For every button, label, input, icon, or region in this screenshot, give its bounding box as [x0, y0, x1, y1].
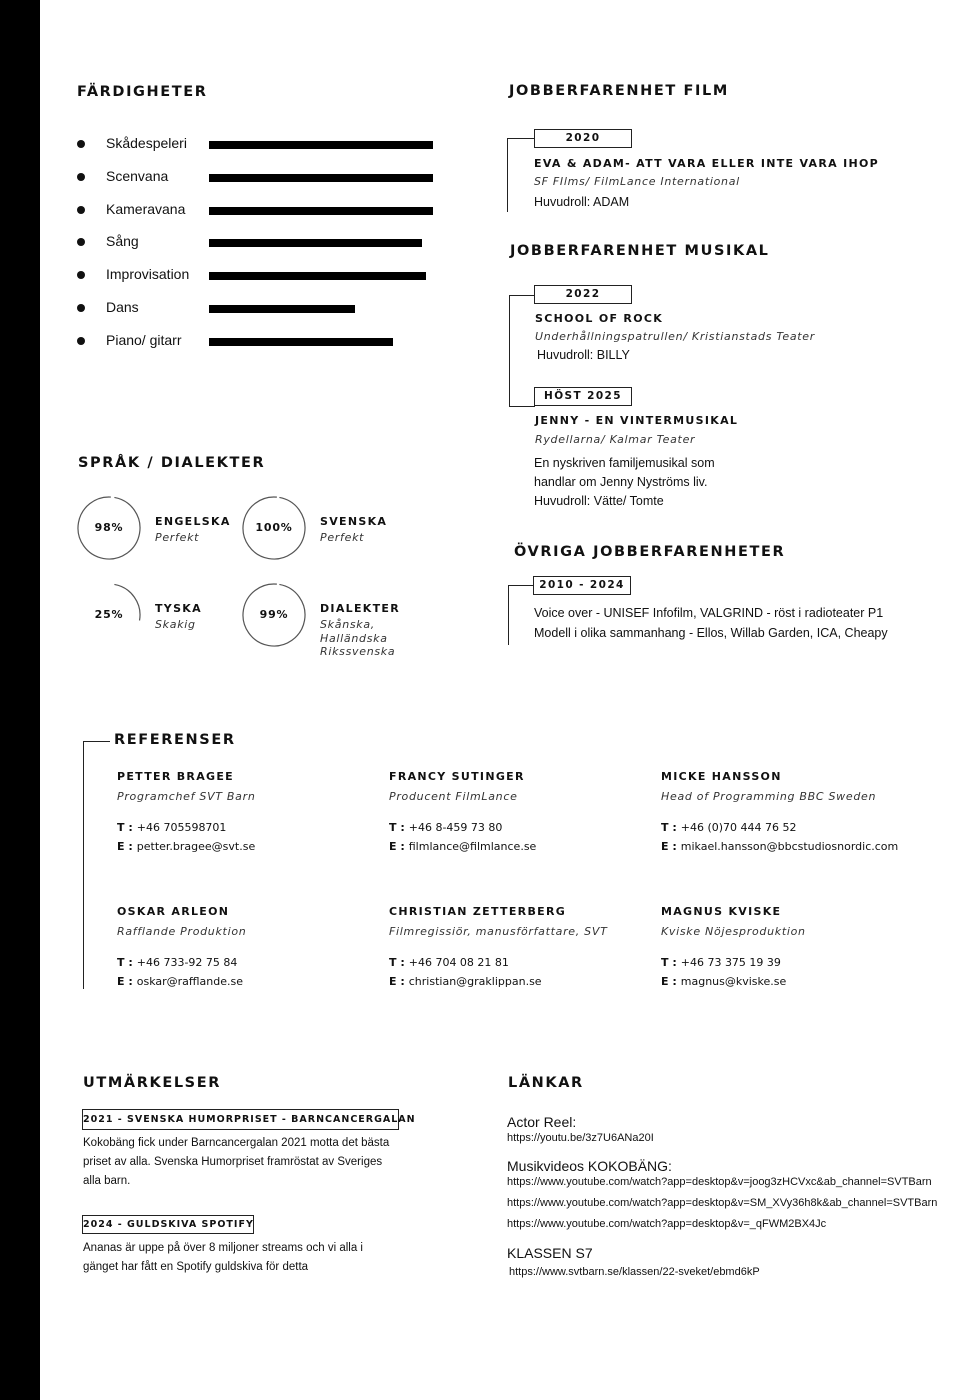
language-level: Halländska	[320, 631, 388, 645]
reference-phone[interactable]: +46 705598701	[136, 821, 227, 834]
reference-phone[interactable]: +46 704 08 21 81	[408, 956, 509, 969]
award-line: Ananas är uppe på över 8 miljoner streams och vi alla i	[83, 1242, 363, 1254]
film-title: JOBBERFARENHET FILM	[509, 83, 729, 99]
phone-label: T :	[661, 956, 677, 969]
reference-phone-row	[661, 956, 781, 969]
reference-email[interactable]: christian@graklippan.se	[408, 975, 542, 988]
other-title: ÖVRIGA JOBBERFARENHETER	[514, 544, 786, 560]
award-line: Kokobäng fick under Barncancergalan 2021 motta det bästa	[83, 1137, 390, 1149]
link-group-heading: Musikvideos KOKOBÄNG:	[507, 1158, 672, 1174]
other-line: Modell i olika sammanhang - Ellos, Willab Garden, ICA, Cheapy	[534, 626, 888, 640]
reference-phone-row	[117, 821, 226, 834]
reference-email-row	[661, 975, 786, 988]
reference-phone[interactable]: +46 733-92 75 84	[136, 956, 238, 969]
musical-entry-company: Underhållningspatrullen/ Kristianstads Teater	[535, 330, 815, 343]
musical-entry-line: handlar om Jenny Nyströms liv.	[534, 475, 708, 489]
skill-level-bar	[209, 174, 433, 182]
skill-bullet-icon	[77, 173, 85, 181]
link-url[interactable]: https://youtu.be/3z7U6ANa20I	[507, 1132, 654, 1144]
language-ring	[77, 583, 141, 647]
musical-entry-title: JENNY - EN VINTERMUSIKAL	[535, 414, 739, 427]
reference-email[interactable]: mikael.hansson@bbcstudiosnordic.com	[680, 840, 899, 853]
link-group-heading: Actor Reel:	[507, 1114, 577, 1130]
musical-entry-title: SCHOOL OF ROCK	[535, 312, 664, 325]
language-name: TYSKA	[155, 602, 202, 615]
skill-label: Kameravana	[106, 200, 186, 217]
award-tag: 2021 - SVENSKA HUMORPRISET - BARNCANCERGALAN	[82, 1109, 399, 1130]
reference-email[interactable]: filmlance@filmlance.se	[408, 840, 537, 853]
language-level: Skånska,	[320, 618, 376, 631]
skill-level-bar	[209, 338, 393, 346]
film-role: Huvudroll: ADAM	[534, 195, 630, 209]
language-ring	[242, 583, 306, 647]
reference-name: MAGNUS KVISKE	[661, 905, 782, 918]
reference-name: PETTER BRAGEE	[117, 770, 234, 783]
skill-bullet-icon	[77, 337, 85, 345]
musical-entry-company: Rydellarna/ Kalmar Teater	[535, 433, 696, 446]
language-name: SVENSKA	[320, 515, 388, 528]
skill-level-bar	[209, 239, 422, 247]
link-url[interactable]: https://www.youtube.com/watch?app=desktop&v=_qFWM2BX4Jc	[507, 1218, 827, 1230]
film-timeline-tick	[507, 138, 535, 139]
reference-phone[interactable]: +46 73 375 19 39	[680, 956, 781, 969]
skill-bullet-icon	[77, 140, 85, 148]
other-timeline	[508, 585, 509, 645]
musical-timeline-tick	[509, 295, 535, 296]
award-line: gänget har fått en Spotify guldskiva för detta	[83, 1261, 309, 1273]
reference-email-row	[389, 840, 536, 853]
reference-title: Programchef SVT Barn	[117, 790, 256, 803]
email-label: E :	[117, 840, 133, 853]
reference-name: CHRISTIAN ZETTERBERG	[389, 905, 567, 918]
skill-label: Improvisation	[106, 266, 190, 283]
reference-phone-row	[389, 956, 509, 969]
skill-label: Piano/ gitarr	[106, 331, 182, 348]
skill-label: Scenvana	[106, 167, 169, 184]
reference-title: Rafflande Produktion	[117, 925, 247, 938]
film-role-title: EVA & ADAM- ATT VARA ELLER INTE VARA IHOP	[534, 157, 879, 170]
link-url[interactable]: https://www.youtube.com/watch?app=desktop&v=joog3zHCVxc&ab_channel=SVTBarn	[507, 1176, 932, 1188]
sidebar-stripe	[0, 0, 40, 1400]
references-rule	[83, 741, 84, 989]
language-name: ENGELSKA	[155, 515, 231, 528]
reference-email-row	[117, 975, 243, 988]
film-company: SF FIlms/ FilmLance International	[534, 175, 740, 188]
references-title: REFERENSER	[114, 732, 236, 748]
language-percent: 98%	[94, 521, 124, 534]
language-percent: 99%	[259, 608, 289, 621]
skill-bullet-icon	[77, 271, 85, 279]
musical-title: JOBBERFARENHET MUSIKAL	[510, 243, 770, 259]
reference-email-row	[661, 840, 898, 853]
link-group-heading: KLASSEN S7	[507, 1245, 593, 1261]
email-label: E :	[389, 975, 405, 988]
skill-label: Sång	[106, 233, 139, 250]
musical-timeline-tick	[509, 406, 535, 407]
phone-label: T :	[389, 821, 405, 834]
reference-title: Head of Programming BBC Sweden	[661, 790, 877, 803]
skill-bullet-icon	[77, 304, 85, 312]
skill-bullet-icon	[77, 238, 85, 246]
reference-name: MICKE HANSSON	[661, 770, 782, 783]
reference-email-row	[117, 840, 255, 853]
language-level: Perfekt	[155, 531, 200, 544]
film-timeline	[507, 138, 508, 212]
reference-phone-row	[389, 821, 502, 834]
reference-phone[interactable]: +46 8-459 73 80	[408, 821, 503, 834]
film-year-tag: 2020	[534, 129, 632, 148]
musical-timeline	[509, 295, 510, 407]
reference-title: Filmregissiör, manusförfattare, SVT	[389, 925, 608, 938]
musical-entry-line: Huvudroll: BILLY	[537, 348, 630, 362]
reference-name: FRANCY SUTINGER	[389, 770, 525, 783]
link-url[interactable]: https://www.youtube.com/watch?app=desktop&v=SM_XVy36h8k&ab_channel=SVTBarn	[507, 1197, 938, 1209]
skill-level-bar	[209, 305, 355, 313]
reference-title: Kviske Nöjesproduktion	[661, 925, 806, 938]
phone-label: T :	[389, 956, 405, 969]
skill-bullet-icon	[77, 206, 85, 214]
musical-year-tag: HÖST 2025	[534, 387, 632, 406]
language-ring	[77, 496, 141, 560]
reference-phone-row	[661, 821, 797, 834]
skill-level-bar	[209, 207, 433, 215]
award-line: alla barn.	[83, 1175, 131, 1187]
language-ring	[242, 496, 306, 560]
reference-title: Producent FilmLance	[389, 790, 518, 803]
skills-title: FÄRDIGHETER	[77, 84, 208, 100]
phone-label: T :	[117, 821, 133, 834]
languages-title: SPRÅK / DIALEKTER	[78, 455, 266, 471]
reference-name: OSKAR ARLEON	[117, 905, 230, 918]
email-label: E :	[661, 975, 677, 988]
reference-email[interactable]: petter.bragee@svt.se	[136, 840, 256, 853]
language-name: DIALEKTER	[320, 602, 400, 615]
language-level: Rikssvenska	[320, 645, 396, 658]
language-level: Skakig	[155, 618, 196, 631]
awards-title: UTMÄRKELSER	[83, 1075, 221, 1091]
link-url[interactable]: https://www.svtbarn.se/klassen/22-sveket/ebmd6kP	[509, 1266, 760, 1278]
award-tag: 2024 - GULDSKIVA SPOTIFY	[82, 1215, 254, 1234]
language-percent: 25%	[94, 608, 124, 621]
reference-email[interactable]: magnus@kviske.se	[680, 975, 787, 988]
references-rule-tick	[83, 741, 110, 742]
skill-label: Dans	[106, 299, 139, 315]
email-label: E :	[389, 840, 405, 853]
skill-level-bar	[209, 141, 433, 149]
language-percent: 100%	[255, 521, 293, 534]
award-line: priset av alla. Svenska Humorpriset framröstat av Sveriges	[83, 1156, 383, 1168]
reference-phone-row	[117, 956, 237, 969]
skill-level-bar	[209, 272, 426, 280]
reference-email[interactable]: oskar@rafflande.se	[136, 975, 244, 988]
reference-phone[interactable]: +46 (0)70 444 76 52	[680, 821, 797, 834]
email-label: E :	[661, 840, 677, 853]
other-line: Voice over - UNISEF Infofilm, VALGRIND - röst i radioteater P1	[534, 606, 884, 620]
musical-year-tag: 2022	[534, 285, 632, 304]
other-year-tag: 2010 - 2024	[533, 576, 631, 595]
phone-label: T :	[117, 956, 133, 969]
musical-entry-line: Huvudroll: Vätte/ Tomte	[534, 494, 664, 508]
other-timeline-tick	[508, 585, 534, 586]
musical-entry-line: En nyskriven familjemusikal som	[534, 456, 715, 470]
skill-label: Skådespeleri	[106, 135, 187, 151]
phone-label: T :	[661, 821, 677, 834]
email-label: E :	[117, 975, 133, 988]
language-level: Perfekt	[320, 531, 365, 544]
reference-email-row	[389, 975, 542, 988]
links-title: LÄNKAR	[508, 1075, 584, 1091]
